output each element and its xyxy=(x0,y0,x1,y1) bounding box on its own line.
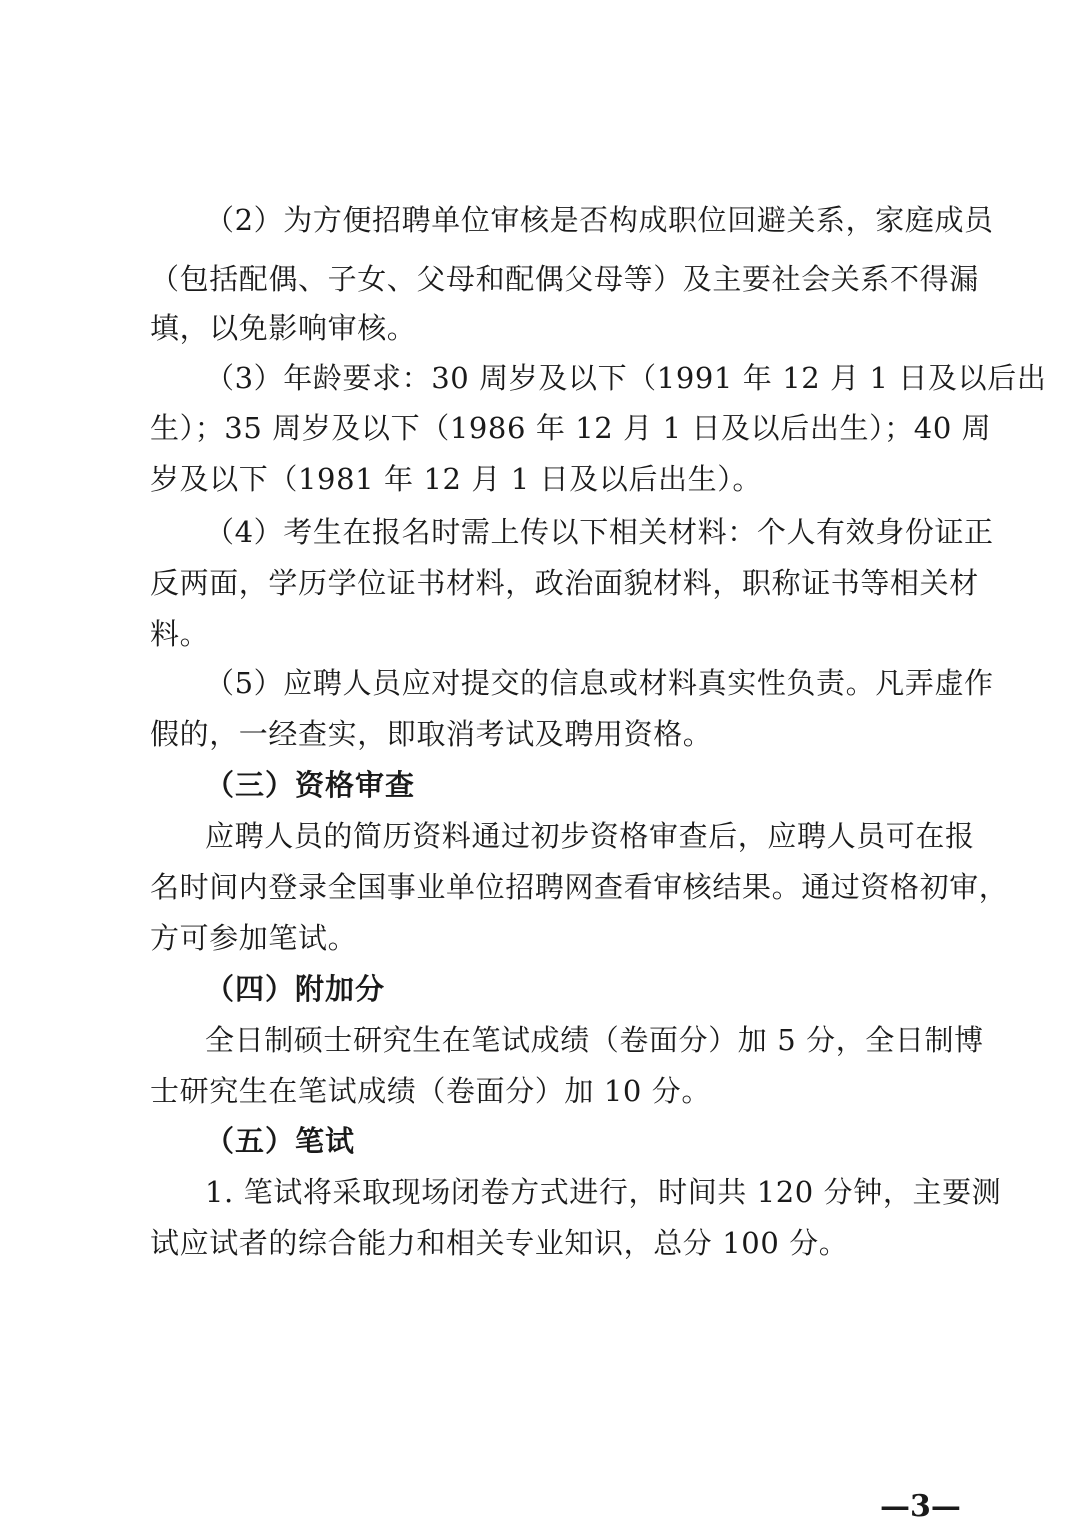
section4-line2: 士研究生在笔试成绩（卷面分）加 10 分。 xyxy=(150,1074,711,1108)
para4-line1: （4）考生在报名时需上传以下相关材料：个人有效身份证正 xyxy=(205,515,994,549)
section5-line2: 试应试者的综合能力和相关专业知识，总分 100 分。 xyxy=(150,1226,849,1260)
para2-line3: 填，以免影响审核。 xyxy=(150,311,417,345)
para4-line3: 料。 xyxy=(150,617,210,651)
section-heading-qualification-review: （三）资格审查 xyxy=(205,768,416,802)
section3-line1: 应聘人员的简历资料通过初步资格审查后，应聘人员可在报 xyxy=(205,819,975,853)
section3-line2: 名时间内登录全国事业单位招聘网查看审核结果。通过资格初审， xyxy=(150,870,1009,904)
para5-line2: 假的，一经查实，即取消考试及聘用资格。 xyxy=(150,717,713,751)
section5-line1: 1. 笔试将采取现场闭卷方式进行，时间共 120 分钟，主要测 xyxy=(205,1175,1002,1209)
para3-line1: （3）年龄要求：30 周岁及以下（1991 年 12 月 1 日及以后出 xyxy=(205,361,1047,395)
section4-line1: 全日制硕士研究生在笔试成绩（卷面分）加 5 分，全日制博 xyxy=(205,1023,984,1057)
para4-line2: 反两面，学历学位证书材料，政治面貌材料，职称证书等相关材 xyxy=(150,566,979,600)
para5-line1: （5）应聘人员应对提交的信息或材料真实性负责。凡弄虚作 xyxy=(205,666,994,700)
para2-line2: （包括配偶、子女、父母和配偶父母等）及主要社会关系不得漏 xyxy=(150,262,979,296)
section-heading-bonus-points: （四）附加分 xyxy=(205,972,386,1006)
section-heading-written-exam: （五）笔试 xyxy=(205,1124,356,1158)
section3-line3: 方可参加笔试。 xyxy=(150,921,358,955)
para2-line1: （2）为方便招聘单位审核是否构成职位回避关系，家庭成员 xyxy=(205,203,994,237)
para3-line2: 生）；35 周岁及以下（1986 年 12 月 1 日及以后出生）；40 周 xyxy=(150,411,992,445)
page-number: —3— xyxy=(880,1489,961,1524)
para3-line3: 岁及以下（1981 年 12 月 1 日及以后出生）。 xyxy=(150,462,762,496)
